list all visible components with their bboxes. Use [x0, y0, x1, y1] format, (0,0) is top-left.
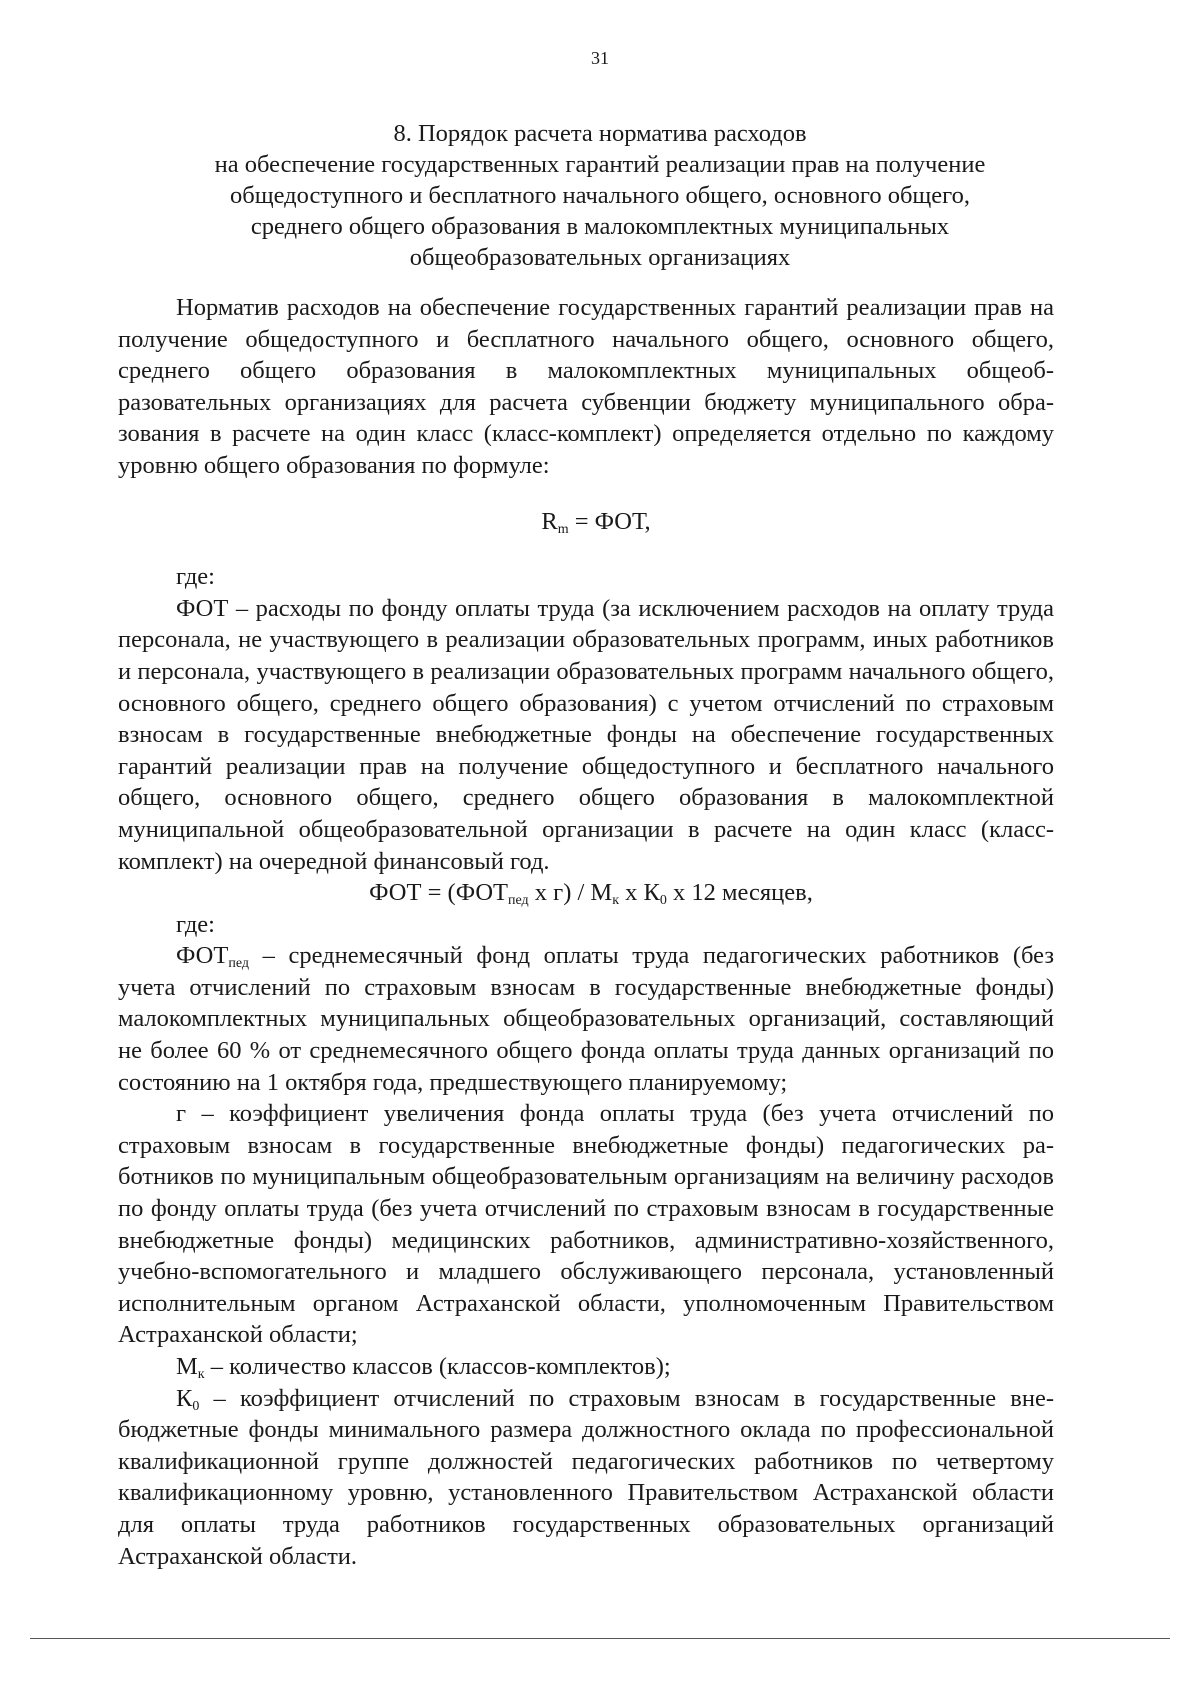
where-label: где:	[176, 910, 215, 938]
mk-term-sub: к	[197, 1367, 205, 1382]
fotped-term-sub: пед	[228, 956, 249, 972]
formula-fot-part: x К	[619, 879, 660, 907]
formula-rm-rhs: = ФОТ,	[568, 507, 651, 535]
formula-fot-sub: 0	[659, 893, 667, 909]
k0-definition	[118, 1383, 1054, 1573]
page-number: 31	[591, 48, 609, 68]
formula-fot-part: x 12 месяцев,	[666, 879, 813, 907]
where-label: где:	[176, 563, 215, 591]
fotped-definition	[118, 940, 1054, 1098]
formula-fot-part: x г) / М	[528, 879, 613, 907]
document-body	[118, 292, 1054, 1572]
formula-fot	[118, 877, 1054, 909]
k0-text: – коэффициент отчислений по страховым взносам в государственные внебюджетные фонды минимального размера должностного оклада по профессиональной квалификационной группе должностей педагогических работников по четвертому квалификационному уровню, установленного Правительством Астраханской области для оплаты труда работников государственных образовательных организаций Астраханской области.	[118, 1384, 1054, 1570]
formula-rm	[118, 506, 1054, 538]
k0-term: К	[176, 1384, 193, 1412]
formula-rm-lhs: R	[541, 507, 558, 535]
mk-term: М	[176, 1353, 198, 1380]
formula-rm-lhs-sub: m	[557, 521, 569, 537]
fot-definition: ФОТ – расходы по фонду оплаты труда (за исключением расходов на оплату труда персонала, не участвующего в реализации образовательных программ, иных работников и персонала, участвующего в реализации образовательных программ начального общего, основного общего, среднего общего образования) с учетом отчислений по страховым взносам в государственные внебюджетные фонды на обеспечение государственных гарантий реализации прав на получение общедоступного и бесплатного начального общего, основного общего, среднего общего образования в малокомплектной муниципальной общеобразовательной организации в расчете на один класс (класс-комплект) на очередной финансовый год.	[118, 594, 1054, 875]
intro-paragraph: Норматив расходов на обеспечение государственных гарантий реализации прав на получение общедоступного и бесплатного начального общего, основного общего, среднего общего образования в малокомплектных муниципальных общеобразовательных организациях для расчета субвенции бюджету муниципального образования в расчете на один класс (класс-комплект) определяется отдельно по каждому уровню общего образования по формуле:	[118, 294, 1054, 479]
section-heading	[150, 118, 1050, 273]
bottom-rule	[30, 1638, 1170, 1639]
mk-definition	[118, 1351, 1054, 1383]
heading-line: на обеспечение государственных гарантий реализации прав на получение	[214, 151, 986, 178]
fotped-text: – среднемесячный фонд оплаты труда педагогических работников (без учета отчислений по страховым взносам в государственные внебюджетные фонды) малокомплектных муниципальных общеобразовательных организаций, составляющий не более 60 % от среднемесячного общего фонда оплаты труда данных организаций по состоянию на 1 октября года, предшествующего планируемому;	[118, 942, 1054, 1096]
g-definition: г – коэффициент увеличения фонда оплаты труда (без учета отчислений по страховым взносам в государственные внебюджетные фонды) педагогических работников по муниципальным общеобразовательным организациям на величину расходов по фонду оплаты труда (без учета отчислений по страховым взносам в государственные внебюджетные фонды) медицинских работников, административно-хозяйственного, учебно-вспомогательного и младшего обслуживающего персонала, установленный исполнительным органом Астраханской области, уполномоченным Правительством Астраханской области;	[118, 1100, 1054, 1349]
heading-line: среднего общего образования в малокомплектных муниципальных	[250, 213, 950, 240]
heading-line: общедоступного и бесплатного начального общего, основного общего,	[230, 182, 970, 209]
heading-line: 8. Порядок расчета норматива расходов	[393, 120, 807, 147]
mk-text: – количество классов (классов-комплектов);	[204, 1353, 671, 1380]
fotped-term: ФОТ	[176, 942, 229, 970]
formula-fot-sub: пед	[508, 893, 529, 909]
heading-line: общеобразовательных организациях	[409, 244, 791, 271]
formula-fot-sub: к	[612, 893, 620, 909]
formula-fot-part: ФОТ = (ФОТ	[369, 879, 509, 907]
k0-term-sub: 0	[192, 1398, 200, 1414]
